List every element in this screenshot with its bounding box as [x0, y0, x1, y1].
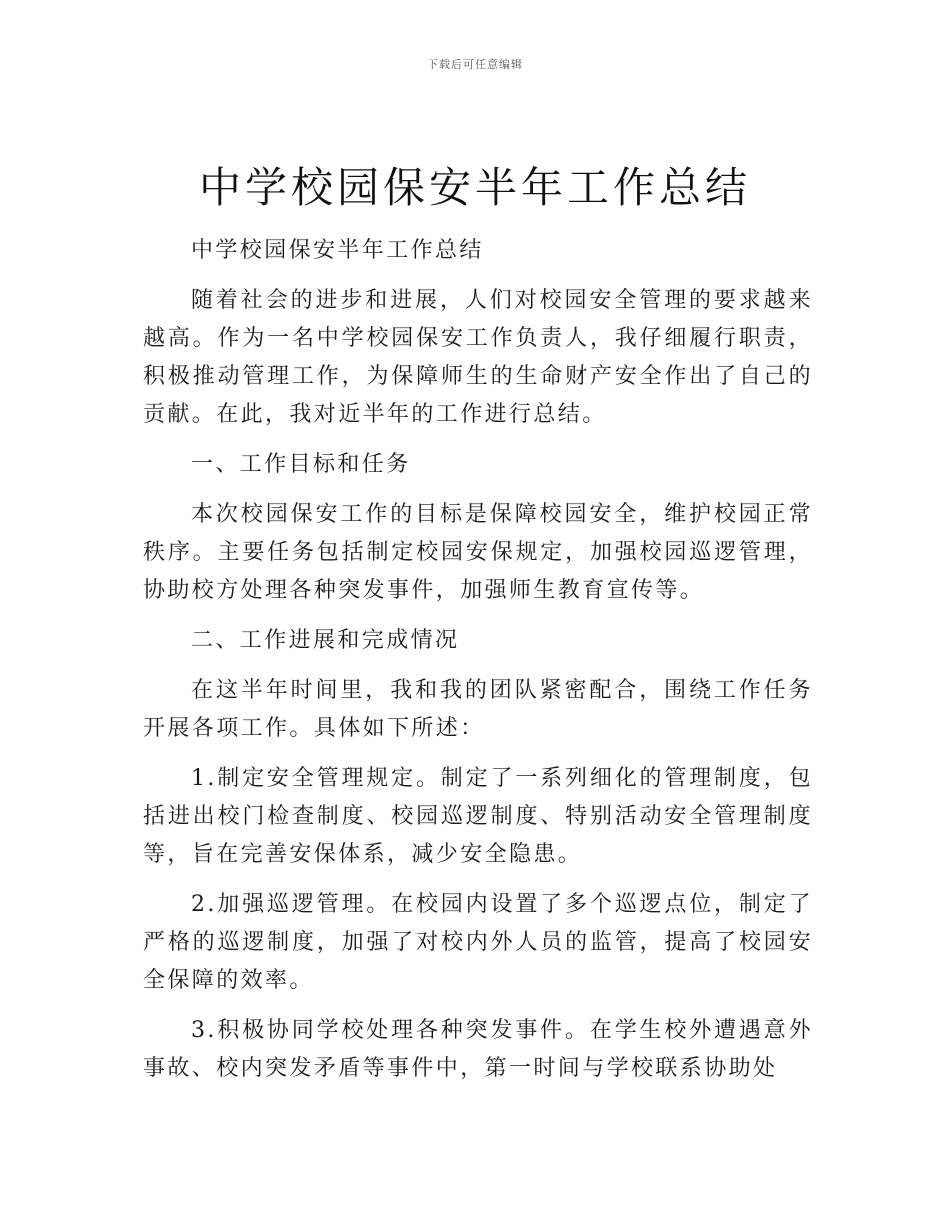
intro-paragraph: 随着社会的进步和进展，人们对校园安全管理的要求越来越高。作为一名中学校园保安工作负责人，我仔细履行职责，积极推动管理工作，为保障师生的生命财产安全作出了自己的贡献。在此，我对近半年的工作进行总结。	[143, 288, 813, 427]
section-paragraph-2: 在这半年时间里，我和我的团队紧密配合，围绕工作任务开展各项工作。具体如下所述：	[143, 678, 813, 741]
list-item-3: 3.积极协同学校处理各种突发事件。在学生校外遭遇意外事故、校内突发矛盾等事件中，第一时间与学校联系协助处	[143, 1018, 813, 1081]
document-body	[143, 232, 813, 1100]
document-title: 中学校园保安半年工作总结	[198, 163, 751, 212]
header-note: 下载后可任意编辑	[427, 58, 523, 71]
section-heading-1: 一、工作目标和任务	[191, 452, 411, 477]
list-item-2: 2.加强巡逻管理。在校园内设置了多个巡逻点位，制定了严格的巡逻制度，加强了对校内外人员的监管，提高了校园安全保障的效率。	[143, 892, 813, 993]
section-heading-2: 二、工作进展和完成情况	[191, 628, 460, 653]
document-subtitle: 中学校园保安半年工作总结	[191, 238, 484, 263]
list-item-1: 1.制定安全管理规定。制定了一系列细化的管理制度，包括进出校门检查制度、校园巡逻制度、特别活动安全管理制度等，旨在完善安保体系，减少安全隐患。	[143, 766, 813, 867]
section-paragraph-1: 本次校园保安工作的目标是保障校园安全，维护校园正常秩序。主要任务包括制定校园安保规定，加强校园巡逻管理，协助校方处理各种突发事件，加强师生教育宣传等。	[143, 502, 813, 603]
